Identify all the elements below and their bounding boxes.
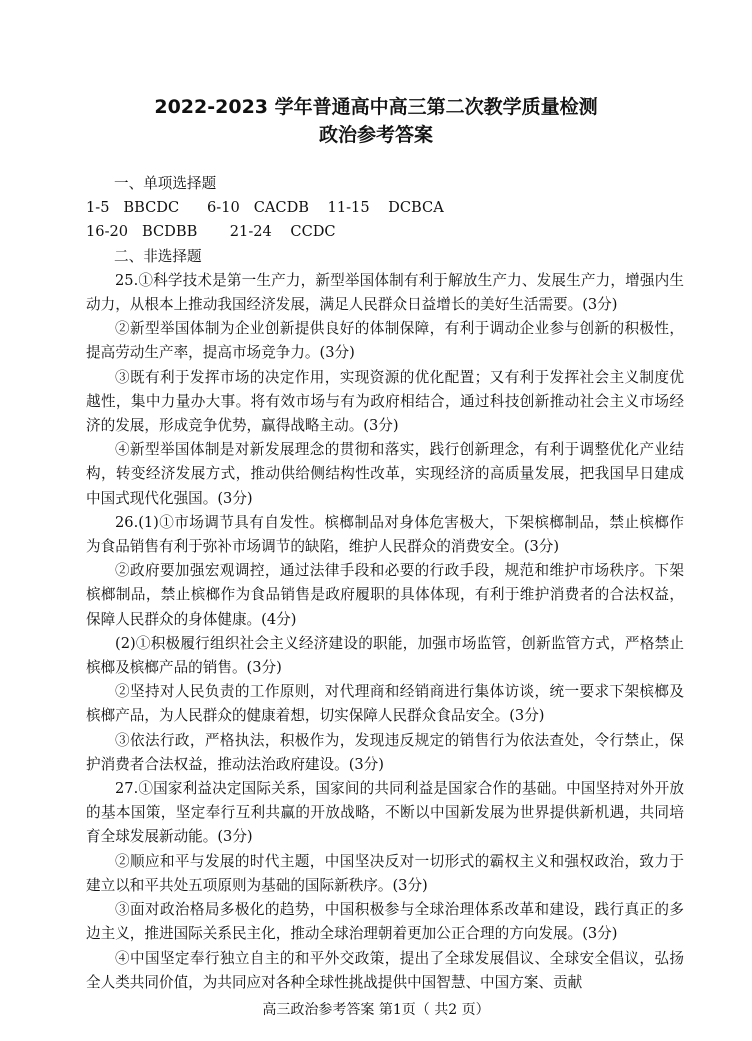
answer-paragraph: ③面对政治格局多极化的趋势，中国积极参与全球治理体系改革和建设，践行真正的多边主义，推进国际关系民主化，推动全球治理朝着更加公正合理的方向发展。(3分) — [86, 901, 684, 943]
answer-paragraph: ③依法行政，严格执法，积极作为，发现违反规定的销售行为依法查处，令行禁止，保护消费者合法权益，推动法治政府建设。(3分) — [86, 731, 684, 773]
choice-answers-line-2: 16-20 BCDBB 21-24 CCDC — [86, 223, 336, 241]
answer-paragraph: 27.①国家利益决定国际关系，国家间的共同利益是国家合作的基础。中国坚持对外开放的基本国策，坚定奉行互利共赢的开放战略，不断以中国新发展为世界提供新机遇，共同培育全球发展新动能。(3分) — [86, 780, 684, 846]
answer-paragraph: ②顺应和平与发展的时代主题，中国坚决反对一切形式的霸权主义和强权政治，致力于建立以和平共处五项原则为基础的国际新秩序。(3分) — [86, 852, 684, 894]
answer-paragraph: ②坚持对人民负责的工作原则，对代理商和经销商进行集体访谈，统一要求下架槟榔及槟榔产品，为人民群众的健康着想，切实保障人民群众食品安全。(3分) — [86, 683, 684, 725]
answer-paragraph: ②政府要加强宏观调控，通过法律手段和必要的行政手段，规范和维护市场秩序。下架槟榔制品，禁止槟榔作为食品销售是政府履职的具体体现，有利于维护消费者的合法权益，保障人民群众的身体健康。(4分) — [86, 562, 684, 628]
answer-body — [86, 172, 684, 995]
answer-paragraph: 25.①科学技术是第一生产力，新型举国体制有利于解放生产力、发展生产力，增强内生动力，从根本上推动我国经济发展，满足人民群众日益增长的美好生活需要。(3分) — [86, 271, 684, 314]
answer-paragraph: ④新型举国体制是对新发展理念的贯彻和落实，践行创新理念，有利于调整优化产业结构，转变经济发展方式，推动供给侧结构性改革，实现经济的高质量发展，把我国早日建成中国式现代化强国。(3分) — [86, 441, 684, 507]
section-heading-non-choice: 二、非选择题 — [114, 247, 202, 265]
document-title: 2022-2023 学年普通高中高三第二次教学质量检测 — [154, 96, 598, 118]
page-footer: 高三政治参考答案 第1页（ 共2 页） — [262, 1002, 490, 1018]
section-heading-multiple-choice: 一、单项选择题 — [114, 175, 217, 192]
answer-paragraph: (2)①积极履行组织社会主义经济建设的职能，加强市场监管，创新监管方式，严格禁止槟榔及槟榔产品的销售。(3分) — [86, 634, 684, 677]
choice-answers-line-1: 1-5 BBCDC 6-10 CACDB 11-15 DCBCA — [86, 199, 444, 217]
document-subtitle: 政治参考答案 — [318, 124, 433, 146]
answer-paragraph: ③既有利于发挥市场的决定作用，实现资源的优化配置；又有利于发挥社会主义制度优越性，集中力量办大事。将有效市场与有为政府相结合，通过科技创新推动社会主义市场经济的发展，形成竞争优势，赢得战略主动。(3分) — [86, 368, 684, 435]
answer-paragraph: ④中国坚定奉行独立自主的和平外交政策，提出了全球发展倡议、全球安全倡议，弘扬全人类共同价值，为共同应对各种全球性挑战提供中国智慧、中国方案、贡献 — [86, 949, 684, 991]
answer-paragraph: 26.(1)①市场调节具有自发性。槟榔制品对身体危害极大，下架槟榔制品，禁止槟榔作为食品销售有利于弥补市场调节的缺陷，维护人民群众的消费安全。(3分) — [86, 513, 684, 556]
answer-paragraph: ②新型举国体制为企业创新提供良好的体制保障，有利于调动企业参与创新的积极性，提高劳动生产率，提高市场竞争力。(3分) — [86, 320, 684, 362]
